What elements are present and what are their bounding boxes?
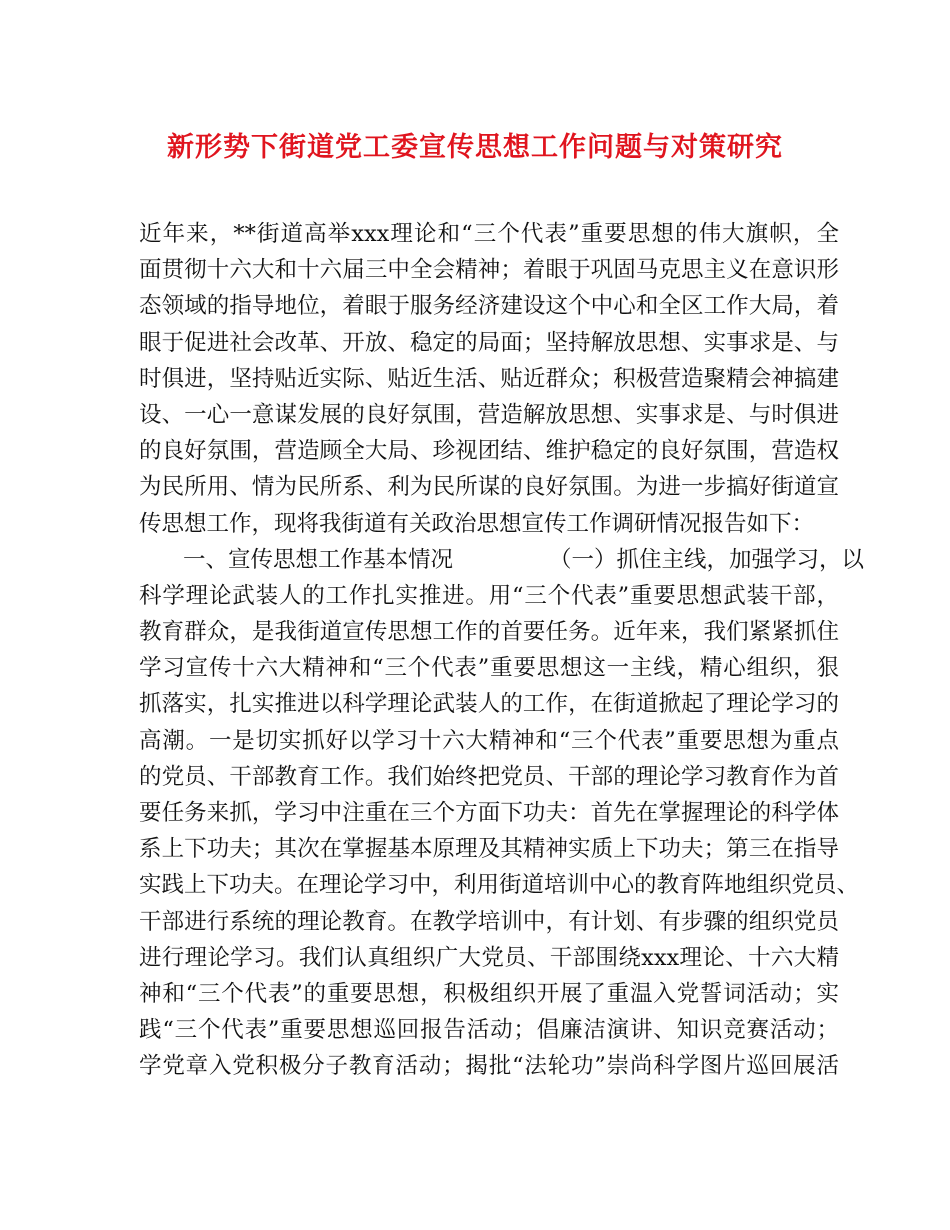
body-line: 要任务来抓，学习中注重在三个方面下功夫：首先在掌握理论的科学体: [139, 800, 839, 826]
body-line: 干部进行系统的理论教育。在教学培训中，有计划、有步骤的组织党员: [139, 908, 839, 935]
body-line: 高潮。一是切实抓好以学习十六大精神和“三个代表”重要思想为重点: [139, 727, 839, 754]
body-line: 神和“三个代表”的重要思想，积极组织开展了重温入党誓词活动；实: [139, 980, 839, 1007]
body-line: 进行理论学习。我们认真组织广大党员、干部围绕xxx理论、十六大精: [139, 944, 839, 971]
body-line: 学党章入党积极分子教育活动；揭批“法轮功”崇尚科学图片巡回展活: [139, 1053, 839, 1080]
section-subheading: （一）抓住主线，加强学习，以: [549, 546, 865, 573]
body-line: 的良好氛围，营造顾全大局、珍视团结、维护稳定的良好氛围，营造权: [139, 438, 839, 465]
body-line: 面贯彻十六大和十六届三中全会精神；着眼于巩固马克思主义在意识形: [139, 257, 839, 284]
body-line: 近年来，**街道高举xxx理论和“三个代表”重要思想的伟大旗帜，全: [139, 221, 839, 247]
body-line: 科学理论武装人的工作扎实推进。用“三个代表”重要思想武装干部，: [139, 582, 839, 609]
body-line: 教育群众，是我街道宣传思想工作的首要任务。近年来，我们紧紧抓住: [139, 619, 839, 646]
body-line: 设、一心一意谋发展的良好氛围，营造解放思想、实事求是、与时俱进: [139, 401, 839, 428]
body-line: 态领域的指导地位，着眼于服务经济建设这个中心和全区工作大局，着: [139, 293, 839, 320]
body-line: 传思想工作，现将我街道有关政治思想宣传工作调研情况报告如下：: [139, 510, 815, 537]
body-line: 践“三个代表”重要思想巡回报告活动；倡廉洁演讲、知识竞赛活动；: [139, 1017, 839, 1044]
section-line: [139, 542, 865, 578]
body-line: 为民所用、情为民所系、利为民所谋的良好氛围。为进一步搞好街道宣: [139, 474, 839, 501]
body-line: 的党员、干部教育工作。我们始终把党员、干部的理论学习教育作为首: [139, 763, 839, 790]
body-line: 实践上下功夫。在理论学习中，利用街道培训中心的教育阵地组织党员、: [139, 872, 860, 899]
document-body: [139, 216, 865, 1085]
section-heading: 一、宣传思想工作基本情况: [183, 546, 454, 573]
document-title: 新形势下街道党工委宣传思想工作问题与对策研究: [167, 132, 783, 163]
body-line: 抓落实，扎实推进以科学理论武装人的工作，在街道掀起了理论学习的: [139, 691, 839, 718]
body-line: 学习宣传十六大精神和“三个代表”重要思想这一主线，精心组织，狠: [139, 655, 839, 682]
body-line: 时俱进，坚持贴近实际、贴近生活、贴近群众；积极营造聚精会神搞建: [139, 365, 839, 392]
body-line: 眼于促进社会改革、开放、稳定的局面；坚持解放思想、实事求是、与: [139, 329, 839, 356]
body-line: 系上下功夫；其次在掌握基本原理及其精神实质上下功夫；第三在指导: [139, 836, 839, 863]
